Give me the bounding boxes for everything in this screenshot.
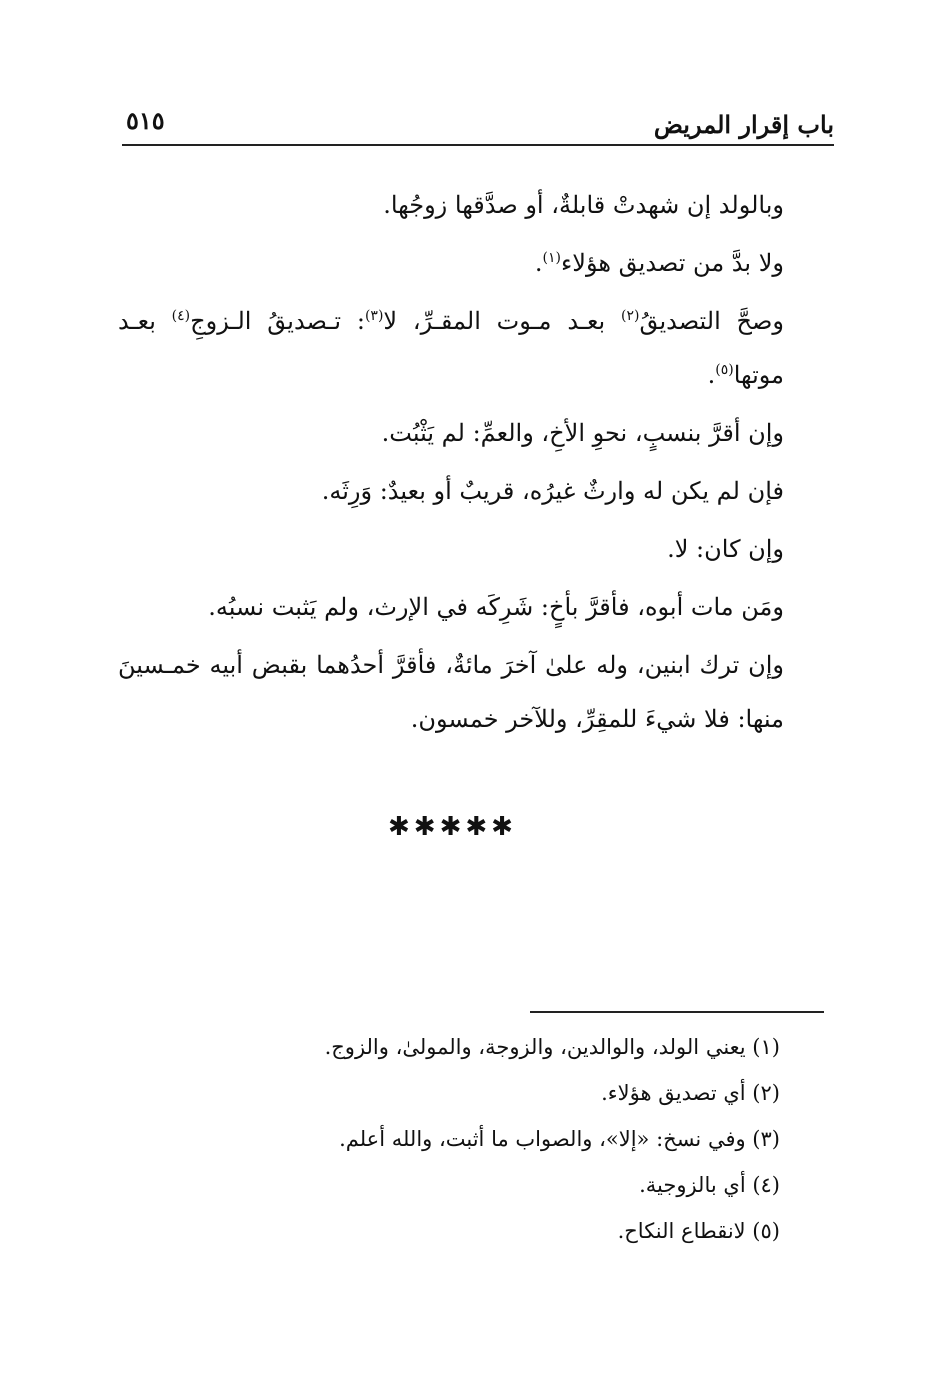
footnote-ref-1: (١): [542, 250, 561, 266]
chapter-title: باب إقرار المريض: [653, 110, 834, 139]
paragraph-1: وبالولد إن شهدتْ قابلةٌ، أو صدَّقها زوجُها.: [383, 191, 784, 219]
paragraph-3-part-1: وصحَّ التصديقُ: [639, 307, 785, 335]
section-separator: ✱✱✱✱✱: [388, 812, 517, 842]
paragraph-4: وإن أقرَّ بنسبٍ، نحوِ الأخِ، والعمِّ: لم يَثْبُت.: [381, 419, 784, 447]
footnote-ref-4: (٤): [171, 308, 191, 324]
paragraph-3: [118, 294, 834, 402]
footnote-2: (٢) أي تصديق هؤلاء.: [601, 1081, 780, 1105]
paragraph-3-part-2: بعـد مـوت المقـرِّ، لا: [383, 307, 621, 335]
paragraph-2: [118, 236, 834, 290]
footnote-3: (٣) وفي نسخ: «إلا»، والصواب ما أثبت، والله أعلم.: [339, 1127, 780, 1151]
main-text: [118, 178, 834, 750]
paragraph-6: وإن كان: لا.: [667, 535, 784, 563]
paragraph-3-end: .: [707, 361, 716, 389]
paragraph-8: وإن ترك ابنين، وله علىٰ آخرَ مائةٌ، فأقرَّ أحدُهما بقبض أبيه خمـسينَ منها: فلا شيءَ للمقِرِّ، وللآخر خمسون.: [118, 651, 784, 733]
footnote-ref-5: (٥): [715, 362, 734, 378]
footnote-5: (٥) لانقطاع النكاح.: [617, 1219, 780, 1243]
footnote-divider: [530, 1011, 824, 1013]
footnote-ref-3: (٣): [364, 308, 384, 324]
page-number: ٥١٥: [126, 106, 165, 135]
footnotes: [200, 1024, 780, 1254]
footnote-4: (٤) أي بالزوجية.: [639, 1173, 780, 1197]
paragraph-7: ومَن مات أبوه، فأقرَّ بأخٍ: شَرِكَه في الإرث، ولم يَثبت نسبُه.: [208, 593, 784, 621]
paragraph-5: فإن لم يكن له وارثٌ غيرُه، قريبٌ أو بعيدٌ: وَرِثَه.: [321, 477, 784, 505]
paragraph-2-text: ولا بدَّ من تصديق هؤلاء: [560, 249, 784, 277]
paragraph-3-part-4: بعـد موتها: [118, 307, 784, 389]
running-header: [122, 104, 834, 146]
footnote-ref-2: (٢): [620, 308, 640, 324]
paragraph-2-end: .: [534, 249, 543, 277]
paragraph-3-part-3: : تـصديقُ الـزوجِ: [190, 307, 365, 335]
footnote-1: (١) يعني الولد، والوالدين، والزوجة، والمولىٰ، والزوج.: [324, 1035, 780, 1059]
